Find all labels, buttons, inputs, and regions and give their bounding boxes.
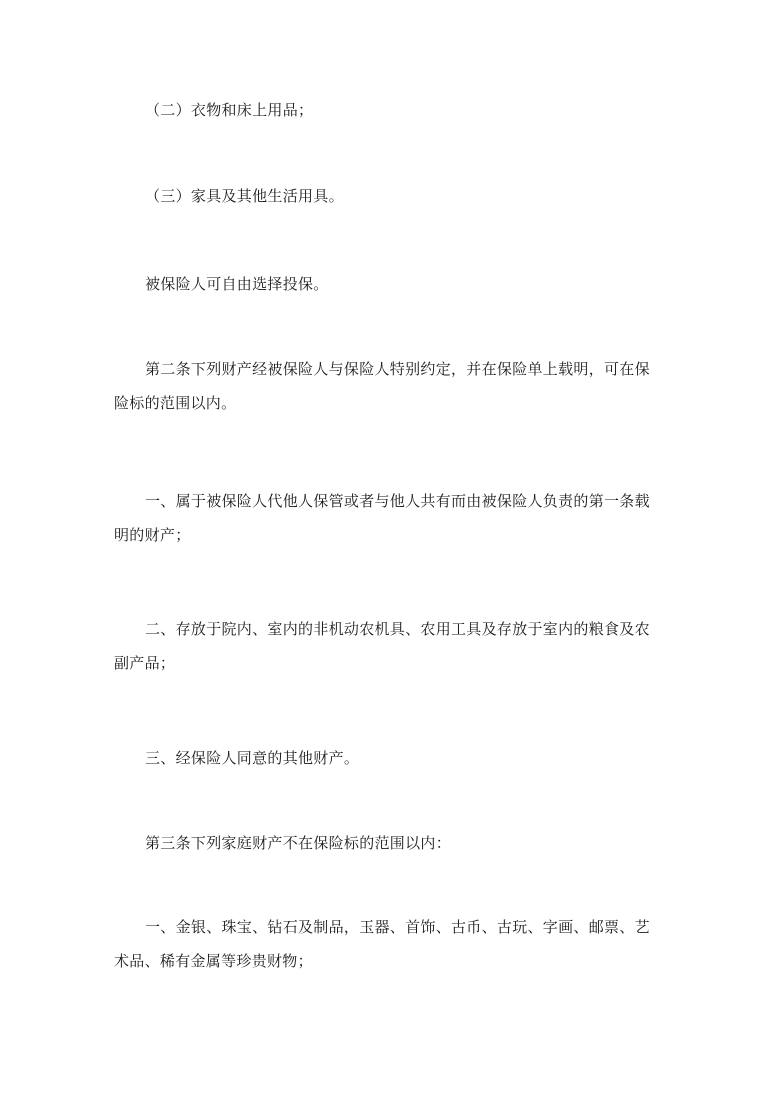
paragraph-article-2-item-3: 三、经保险人同意的其他财产。 xyxy=(145,749,360,767)
paragraph-article-2: 第二条下列财产经被保险人与保险人特别约定，并在保险单上载明，可在保险标的范围以内。 xyxy=(114,360,650,412)
paragraph-item-3-furniture: （三）家具及其他生活用具。 xyxy=(145,187,344,205)
paragraph-article-2-item-2: 二、存放于院内、室内的非机动农机具、农用工具及存放于室内的粮食及农副产品； xyxy=(114,620,650,672)
paragraph-free-choice: 被保险人可自由选择投保。 xyxy=(145,275,329,293)
paragraph-article-2-item-1: 一、属于被保险人代他人保管或者与他人共有而由被保险人负责的第一条载明的财产； xyxy=(114,492,650,544)
paragraph-item-2-clothing: （二）衣物和床上用品； xyxy=(145,101,314,119)
paragraph-article-3: 第三条下列家庭财产不在保险标的范围以内： xyxy=(145,834,452,852)
paragraph-article-3-item-1: 一、金银、珠宝、钻石及制品，玉器、首饰、古币、古玩、字画、邮票、艺术品、稀有金属等珍贵财物； xyxy=(114,918,650,970)
